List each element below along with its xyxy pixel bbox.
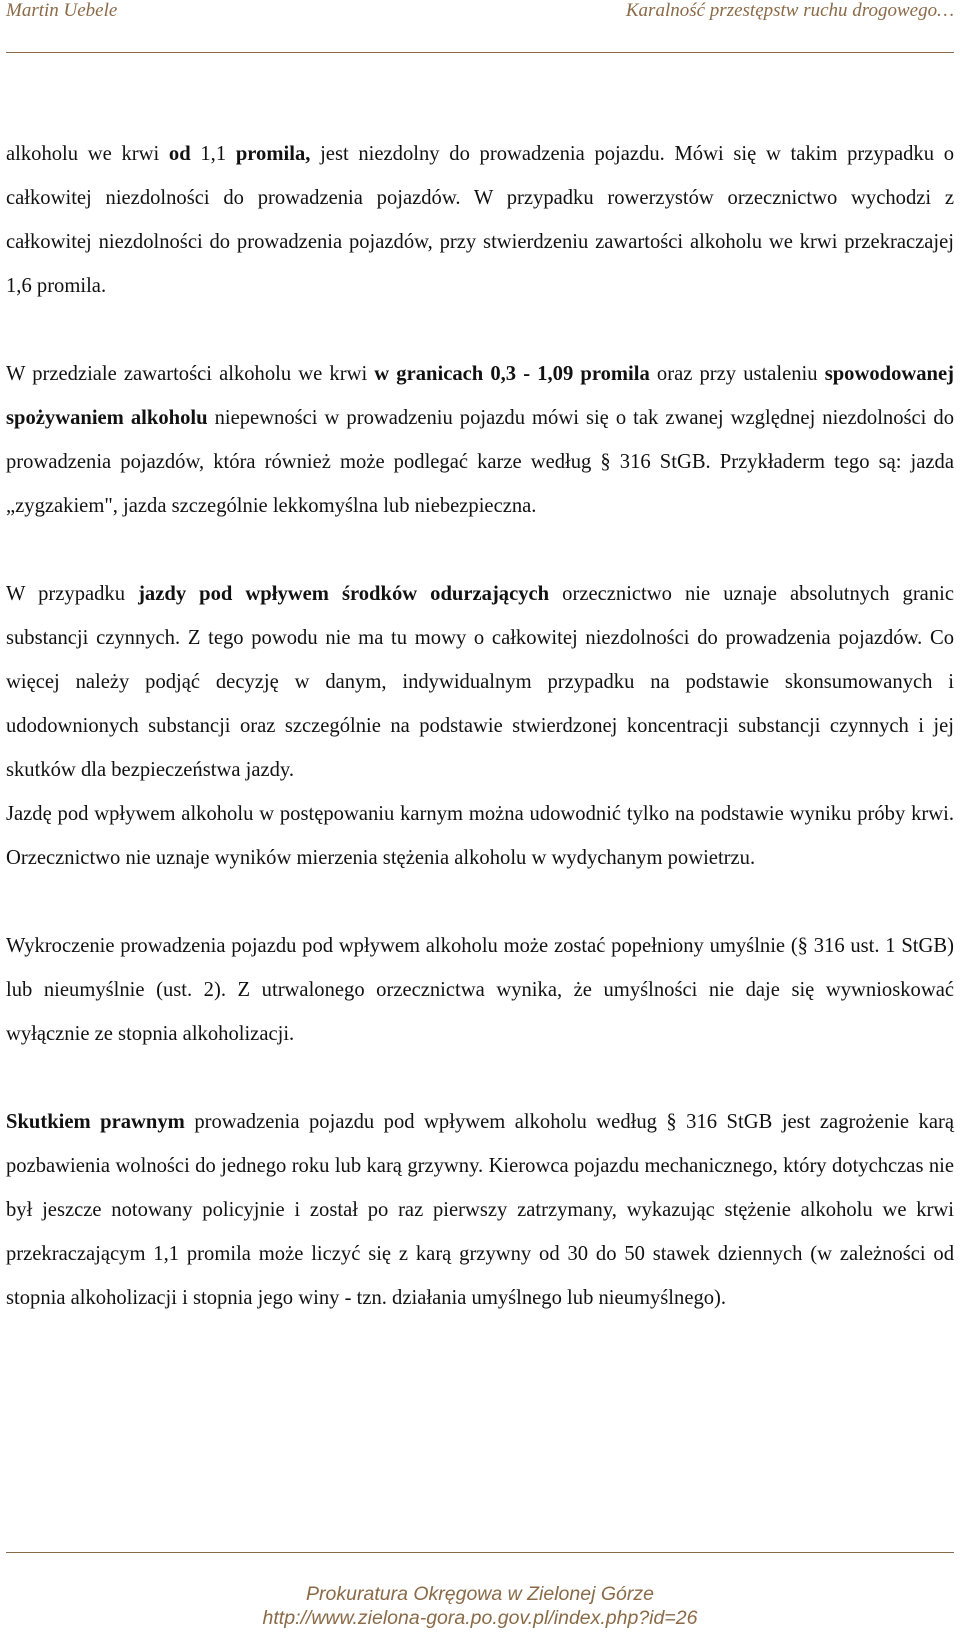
- footer-office: Prokuratura Okręgowa w Zielonej Górze: [306, 1583, 654, 1605]
- header-title: Karalność przestępstw ruchu drogowego…: [625, 0, 954, 21]
- paragraph-2-text-1: W przedziale zawartości alkoholu we krwi: [6, 363, 375, 385]
- header-author: Martin Uebele: [6, 0, 118, 21]
- paragraph-3-bold-1: jazdy pod wpływem środków odurzających: [138, 583, 550, 605]
- paragraph-6-bold-1: Skutkiem prawnym: [6, 1111, 185, 1133]
- paragraph-5: [6, 924, 954, 1056]
- paragraph-1-text-2: 1,1: [190, 143, 236, 165]
- paragraph-4-text-1: Jazdę pod wpływem alkoholu w postępowaniu karnym można udowodnić tylko na podstawie wyniku próby krwi. Orzecznictwo nie uznaje wyników mierzenia stężenia alkoholu w wydychanym powietrzu.: [6, 803, 954, 869]
- paragraph-4: [6, 792, 954, 880]
- page-footer: [0, 1582, 960, 1630]
- paragraph-2-text-2: oraz przy ustaleniu: [649, 363, 825, 385]
- paragraph-2-text-3: niepewności w prowadzeniu pojazdu mówi się o tak zwanej względnej niezdolności do prowadzenia pojazdów, która również może podlegać karze według § 316 StGB. Przykładerm tego są: jazda „zygzakiem", jazda szczególnie lekkomyślna lub niebezpieczna.: [6, 407, 955, 517]
- page-header: [6, 0, 954, 28]
- footer-rule: [6, 1552, 954, 1553]
- paragraph-2: [6, 352, 954, 528]
- paragraph-3-text-1: W przypadku: [6, 583, 139, 605]
- paragraph-1: [6, 132, 954, 308]
- footer-url-link[interactable]: http://www.zielona-gora.po.gov.pl/index.php?id=26: [262, 1607, 698, 1629]
- paragraph-6: [6, 1100, 954, 1320]
- header-rule: [6, 52, 954, 53]
- paragraph-1-text-1: alkoholu we krwi: [6, 143, 169, 165]
- paragraph-6-text-1: prowadzenia pojazdu pod wpływem alkoholu według § 316 StGB jest zagrożenie karą pozbawienia wolności do jednego roku lub karą grzywny. Kierowca pojazdu mechanicznego, który dotychczas nie był jeszcze notowany policyjnie i został po raz pierwszy zatrzymany, wykazując stężenie alkoholu we krwi przekraczającym 1,1 promila może liczyć się z karą grzywny od 30 do 50 stawek dziennych (w zależności od stopnia alkoholizacji i stopnia jego winy - tzn. działania umyślnego lub nieumyślnego).: [6, 1111, 954, 1309]
- document-body: [6, 132, 954, 1320]
- paragraph-3-text-2: orzecznictwo nie uznaje absolutnych granic substancji czynnych. Z tego powodu nie ma tu mowy o całkowitej niezdolności do prowadzenia pojazdów. Co więcej należy podjąć decyzję w danym, indywidualnym przypadku na podstawie skonsumowanych i udodownionych substancji oraz szczególnie na podstawie stwierdzonej koncentracji substancji czynnych i jej skutków dla bezpieczeństwa jazdy.: [6, 583, 954, 781]
- paragraph-1-text-3: jest niezdolny do prowadzenia pojazdu. Mówi się w takim przypadku o całkowitej niezdolności do prowadzenia pojazdów. W przypadku rowerzystów orzecznictwo wychodzi z całkowitej niezdolności do prowadzenia pojazdów, przy stwierdzeniu zawartości alkoholu we krwi przekraczajej 1,6 promila.: [6, 143, 955, 297]
- paragraph-2-bold-2: spowodowanej spożywaniem alkoholu: [6, 363, 954, 429]
- paragraph-1-bold-1: od: [168, 143, 191, 165]
- paragraph-5-text-1: Wykroczenie prowadzenia pojazdu pod wpływem alkoholu może zostać popełniony umyślnie (§ 316 ust. 1 StGB) lub nieumyślnie (ust. 2). Z utrwalonego orzecznictwa wynika, że umyślności nie daje się wywnioskować wyłącznie ze stopnia alkoholizacji.: [6, 935, 954, 1045]
- paragraph-2-bold-1: w granicach 0,3 - 1,09 promila: [374, 363, 650, 385]
- paragraph-3: [6, 572, 954, 792]
- paragraph-1-bold-2: promila,: [235, 143, 311, 165]
